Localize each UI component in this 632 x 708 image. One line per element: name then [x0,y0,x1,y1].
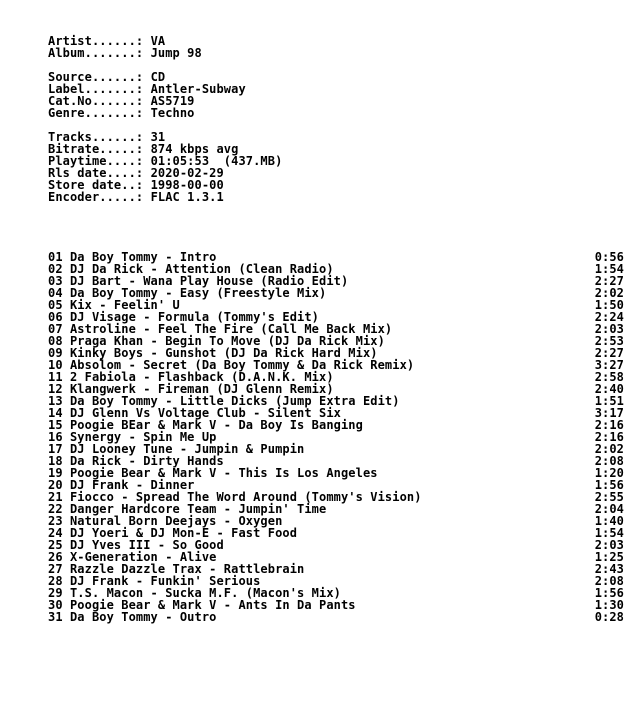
track-duration: 2:27 [594,346,624,360]
info-value: 1998-00-00 [150,178,224,192]
track-duration: 0:28 [594,610,624,624]
track-title: 27 Razzle Dazzle Trax - Rattlebrain [48,562,305,576]
track-title: 06 DJ Visage - Formula (Tommy's Edit) [48,310,320,324]
track-duration: 2:03 [594,538,624,552]
info-row [48,191,624,203]
track-title: 28 DJ Frank - Funkin' Serious [48,574,261,588]
info-label: Rls date....: [48,166,144,180]
track-duration: 1:56 [594,478,624,492]
track-duration: 2:24 [594,310,624,324]
track-title: 19 Poogie Bear & Mark V - This Is Los Angeles [48,466,378,480]
track-duration: 1:56 [594,586,624,600]
info-value: 31 [150,130,166,144]
track-title: 01 Da Boy Tommy - Intro [48,250,217,264]
info-label: Album.......: [48,46,144,60]
track-title: 24 DJ Yoeri & DJ Mon-E - Fast Food [48,526,298,540]
track-title: 31 Da Boy Tommy - Outro [48,610,217,624]
info-value: FLAC 1.3.1 [150,190,224,204]
track-duration: 1:25 [594,550,624,564]
track-title: 05 Kix - Feelin' U [48,298,180,312]
track-duration: 1:54 [594,526,624,540]
track-duration: 2:53 [594,334,624,348]
track-duration: 2:43 [594,562,624,576]
track-title: 17 DJ Looney Tune - Jumpin & Pumpin [48,442,305,456]
info-row [48,47,624,59]
track-duration: 2:58 [594,370,624,384]
info-label: Source......: [48,70,144,84]
track-title: 25 DJ Yves III - So Good [48,538,224,552]
track-title: 03 DJ Bart - Wana Play House (Radio Edit) [48,274,349,288]
info-value: Techno [150,106,195,120]
track-title: 08 Praga Khan - Begin To Move (DJ Da Rick Mix) [48,334,385,348]
track-duration: 1:40 [594,514,624,528]
track-title: 29 T.S. Macon - Sucka M.F. (Macon's Mix) [48,586,341,600]
info-value: 2020-02-29 [150,166,224,180]
track-duration: 2:04 [594,502,624,516]
track-duration: 2:16 [594,430,624,444]
track-duration: 2:40 [594,382,624,396]
track-duration: 2:55 [594,490,624,504]
track-title: 11 2 Fabiola - Flashback (D.A.N.K. Mix) [48,370,334,384]
track-duration: 1:54 [594,262,624,276]
track-title: 30 Poogie Bear & Mark V - Ants In Da Pants [48,598,356,612]
info-label: Label.......: [48,82,144,96]
track-duration: 1:20 [594,466,624,480]
section-spacer [48,203,624,251]
info-label: Genre.......: [48,106,144,120]
track-title: 15 Poogie BEar & Mark V - Da Boy Is Banging [48,418,363,432]
track-duration: 2:02 [594,286,624,300]
track-duration: 1:50 [594,298,624,312]
info-label: Playtime....: [48,154,144,168]
track-duration: 3:27 [594,358,624,372]
info-value: 01:05:53 (437.MB) [150,154,283,168]
info-value: VA [150,34,166,48]
info-value: AS5719 [150,94,195,108]
track-title: 09 Kinky Boys - Gunshot (DJ Da Rick Hard Mix) [48,346,378,360]
release-info [48,35,624,203]
track-duration: 2:08 [594,454,624,468]
info-label: Cat.No......: [48,94,144,108]
track-row [48,611,624,623]
info-label: Bitrate.....: [48,142,144,156]
track-title: 18 Da Rick - Dirty Hands [48,454,224,468]
track-duration: 1:30 [594,598,624,612]
track-duration: 2:02 [594,442,624,456]
track-duration: 2:03 [594,322,624,336]
track-title: 16 Synergy - Spin Me Up [48,430,217,444]
track-title: 10 Absolom - Secret (Da Boy Tommy & Da Rick Remix) [48,358,415,372]
info-value: Jump 98 [150,46,202,60]
info-value: CD [150,70,166,84]
track-title: 04 Da Boy Tommy - Easy (Freestyle Mix) [48,286,327,300]
track-duration: 3:17 [594,406,624,420]
track-title: 23 Natural Born Deejays - Oxygen [48,514,283,528]
track-title: 22 Danger Hardcore Team - Jumpin' Time [48,502,327,516]
track-title: 26 X-Generation - Alive [48,550,217,564]
track-duration: 1:51 [594,394,624,408]
track-duration: 2:16 [594,418,624,432]
track-title: 07 Astroline - Feel The Fire (Call Me Back Mix) [48,322,393,336]
nfo-document [48,35,624,623]
info-row [48,107,624,119]
info-value: 874 kbps avg [150,142,239,156]
track-duration: 2:08 [594,574,624,588]
info-label: Encoder.....: [48,190,144,204]
info-label: Artist......: [48,34,144,48]
tracklist [48,251,624,623]
track-duration: 2:27 [594,274,624,288]
track-title: 21 Fiocco - Spread The Word Around (Tommy's Vision) [48,490,422,504]
track-title: 14 DJ Glenn Vs Voltage Club - Silent Six [48,406,341,420]
track-duration: 0:56 [594,250,624,264]
track-title: 02 DJ Da Rick - Attention (Clean Radio) [48,262,334,276]
info-value: Antler-Subway [150,82,246,96]
track-title: 12 Klangwerk - Fireman (DJ Glenn Remix) [48,382,334,396]
info-label: Store date..: [48,178,144,192]
track-title: 13 Da Boy Tommy - Little Dicks (Jump Extra Edit) [48,394,400,408]
track-title: 20 DJ Frank - Dinner [48,478,195,492]
info-label: Tracks......: [48,130,144,144]
